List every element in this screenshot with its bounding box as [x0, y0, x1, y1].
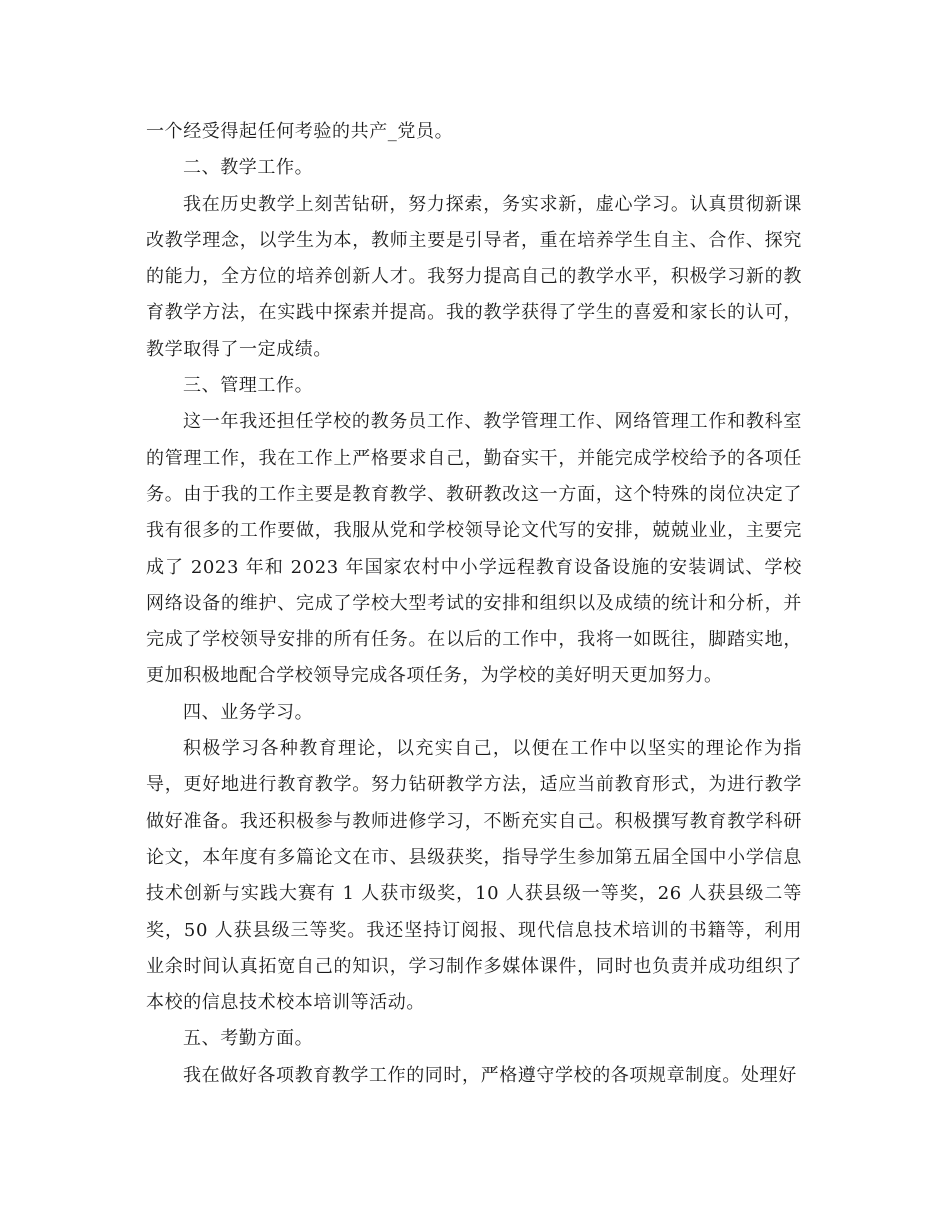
- paragraph-continuation: 一个经受得起任何考验的共产_党员。: [146, 121, 454, 142]
- section-heading-attendance: 五、考勤方面。: [183, 1028, 314, 1050]
- document-body: [146, 114, 802, 1094]
- section-heading-study: 四、业务学习。: [183, 701, 314, 723]
- paragraph-attendance: 我在做好各项教育教学工作的同时，严格遵守学校的各项规章制度。处理好: [183, 1064, 797, 1086]
- paragraph-management: 这一年我还担任学校的教务员工作、教学管理工作、网络管理工作和教科室的管理工作，我在工作上严格要求自己，勤奋实干，并能完成学校给予的各项任务。由于我的工作主要是教育教学、教研教改这一方面，这个特殊的岗位决定了我有很多的工作要做，我服从党和学校领导论文代写的安排，兢兢业业，主要完成了 2023 年和 2023 年国家农村中小学远程教育设备设施的安装调试、学校网络设备的维护、完成了学校大型考试的安排和组织以及成绩的统计和分析，并完成了学校领导安排的所有任务。在以后的工作中，我将一如既往，脚踏实地，更加积极地配合学校领导完成各项任务，为学校的美好明天更加努力。: [146, 411, 802, 687]
- paragraph-study: 积极学习各种教育理论，以充实自己，以便在工作中以坚实的理论作为指导，更好地进行教育教学。努力钻研教学方法，适应当前教育形式，为进行教学做好准备。我还积极参与教师进修学习，不断充实自己。积极撰写教育教学科研论文，本年度有多篇论文在市、县级获奖，指导学生参加第五届全国中小学信息技术创新与实践大赛有 1 人获市级奖，10 人获县级一等奖，26 人获县级二等奖，50 人获县级三等奖。我还坚持订阅报、现代信息技术培训的书籍等，利用业余时间认真拓宽自己的知识，学习制作多媒体课件，同时也负责并成功组织了本校的信息技术校本培训等活动。: [146, 738, 802, 1014]
- section-heading-teaching: 二、教学工作。: [183, 157, 314, 179]
- section-heading-management: 三、管理工作。: [183, 375, 314, 397]
- paragraph-teaching: 我在历史教学上刻苦钻研，努力探索，务实求新，虚心学习。认真贯彻新课改教学理念，以学生为本，教师主要是引导者，重在培养学生自主、合作、探究的能力，全方位的培养创新人才。我努力提高自己的教学水平，积极学习新的教育教学方法，在实践中探索并提高。我的教学获得了学生的喜爱和家长的认可，教学取得了一定成绩。: [146, 193, 802, 360]
